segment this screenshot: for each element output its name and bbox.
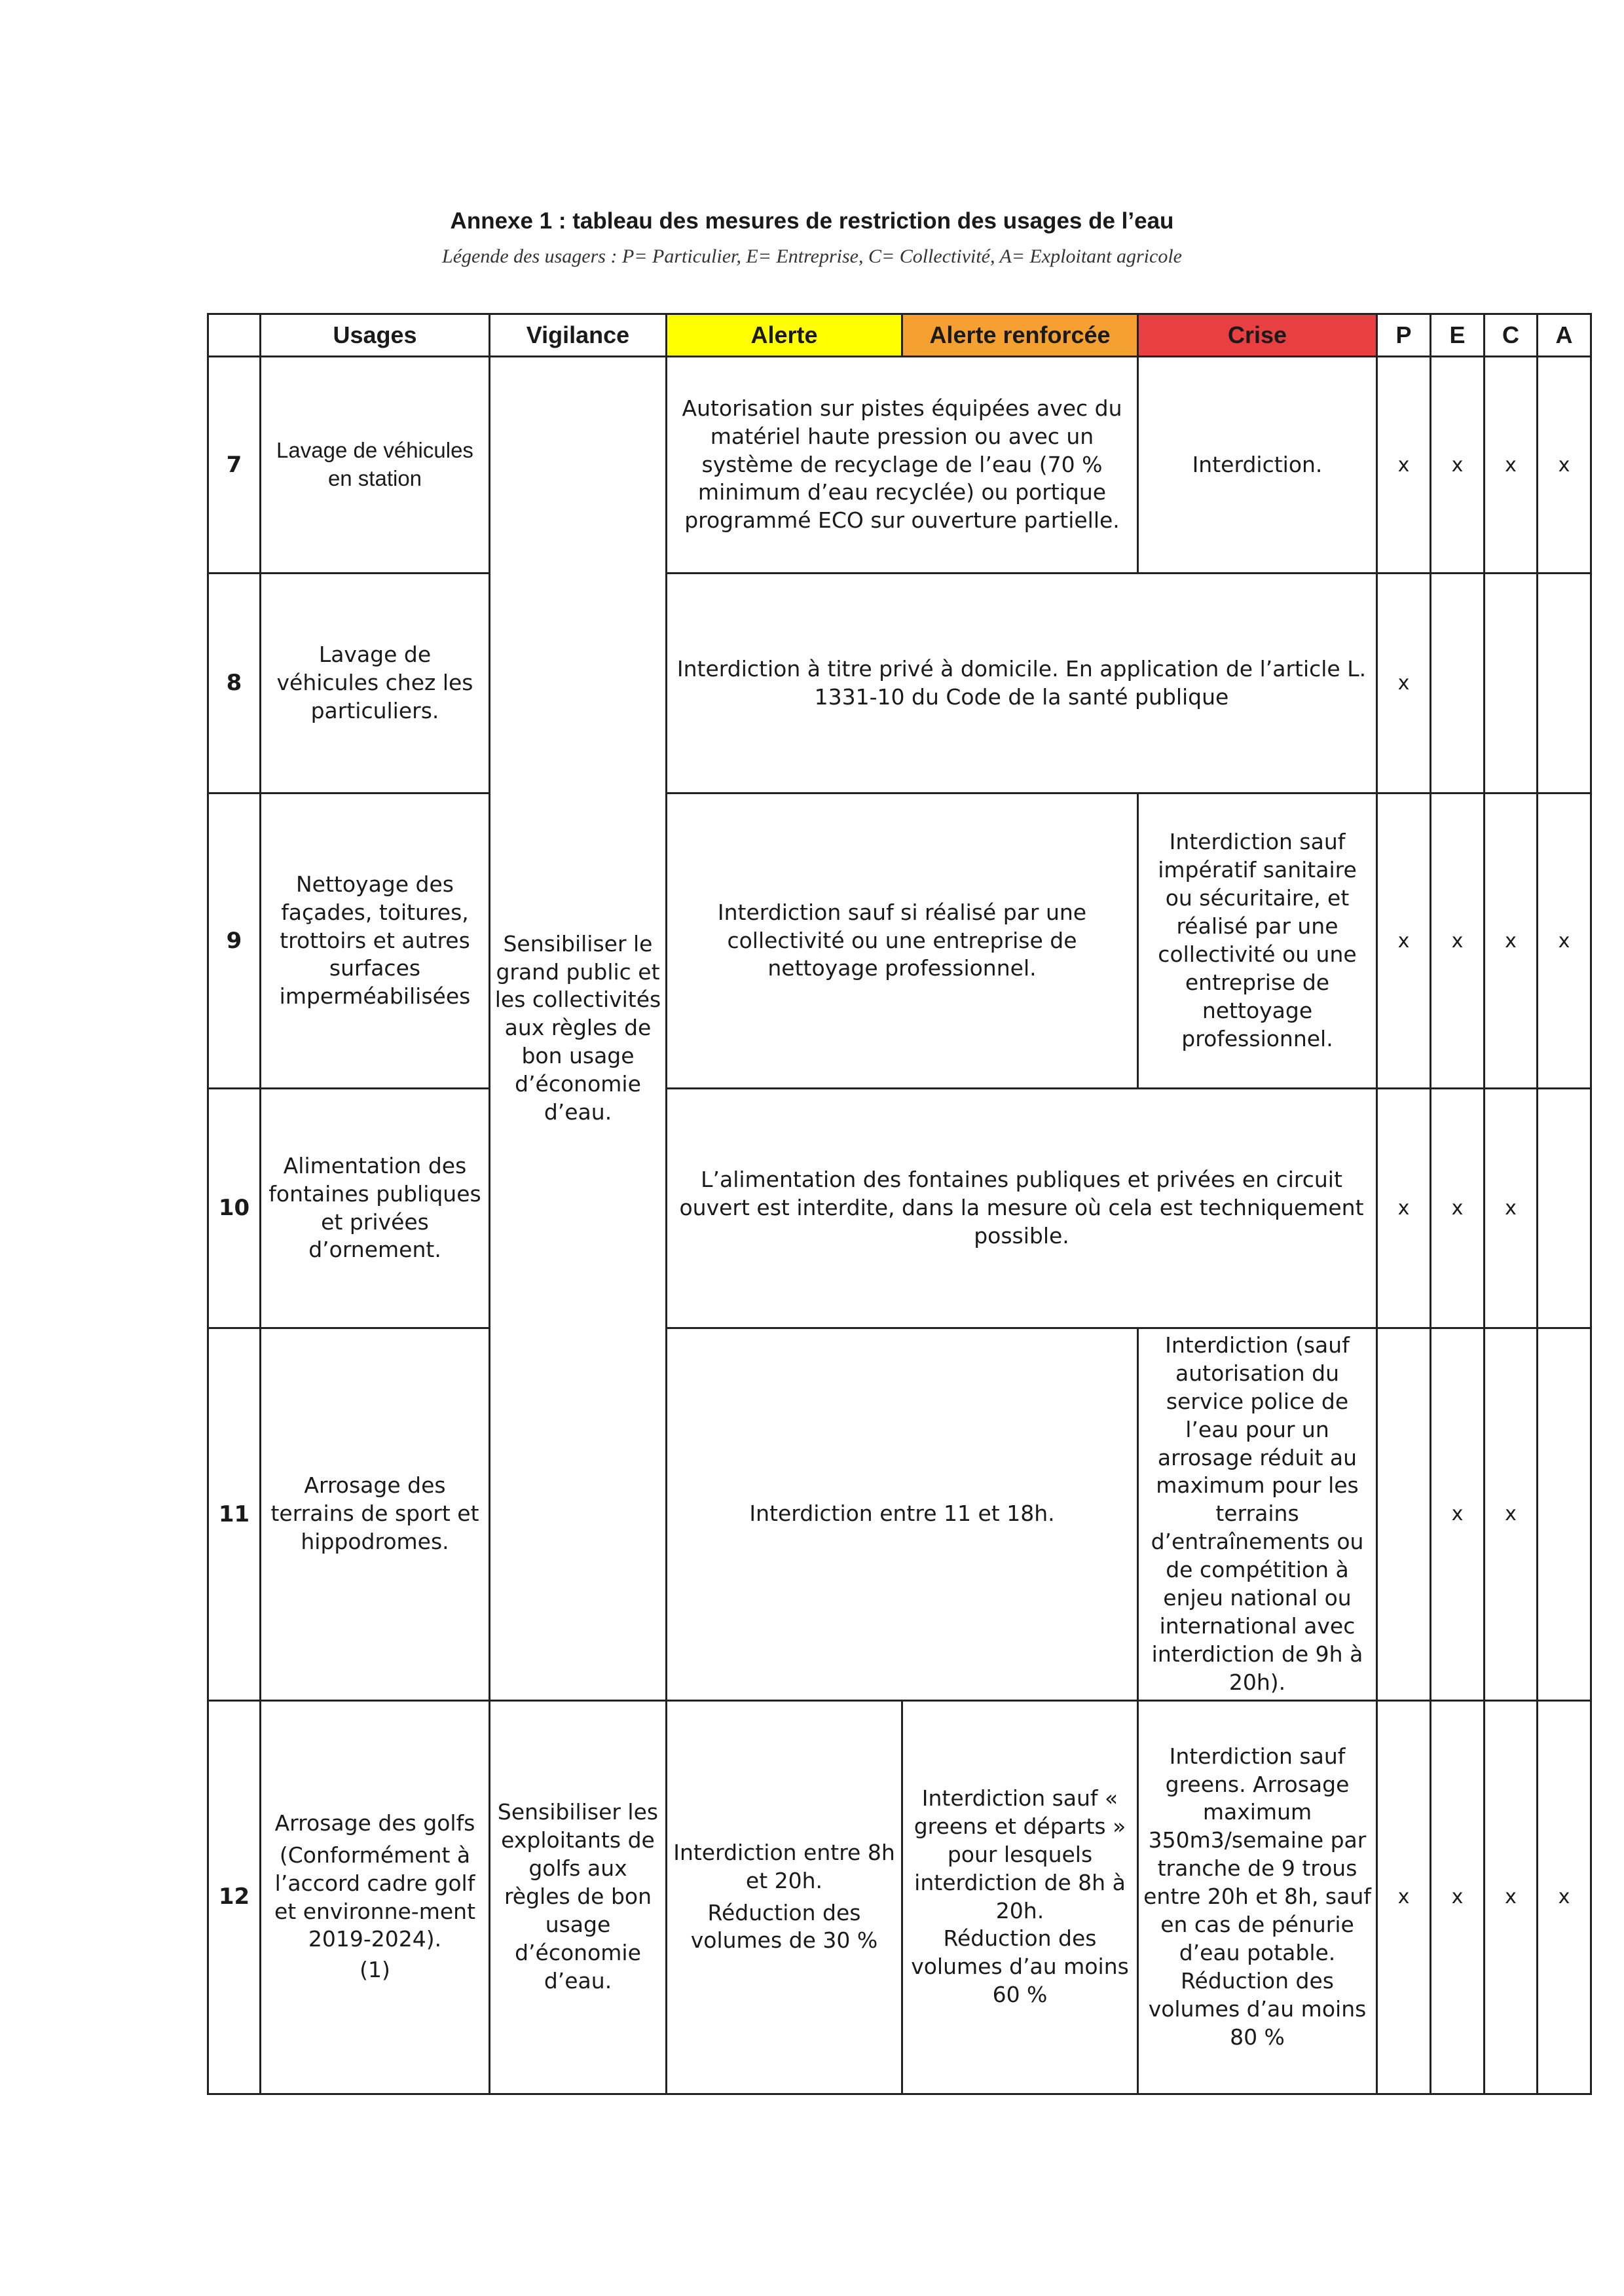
mark-c: x: [1485, 1089, 1538, 1328]
alerte-renforcee-measure: Autorisation sur pistes équipées avec du matériel haute pression ou avec un système de recyclage de l’eau (70 % minimum d’eau recyclée) ou portique programmé ECO sur ouverture partielle.: [667, 357, 1138, 574]
usage-footnote-ref: (1): [360, 1957, 390, 1983]
page-title: Annexe 1 : tableau des mesures de restriction des usages de l’eau: [450, 208, 1174, 234]
crise-measure: Interdiction sauf impératif sanitaire ou sécuritaire, et réalisé par une collectivité ou une entreprise de nettoyage professionnel.: [1138, 793, 1377, 1089]
mark-c: [1485, 574, 1538, 793]
alerte-renforcee-measure: Interdiction sauf si réalisé par une collectivité ou une entreprise de nettoyage professionnel.: [667, 793, 1138, 1089]
header-a: A: [1538, 314, 1591, 357]
vigilance-cell: Sensibiliser les exploitants de golfs aux règles de bon usage d’économie d’eau.: [490, 1700, 667, 2094]
table-row: [208, 1700, 1591, 2094]
mark-c: x: [1485, 1328, 1538, 1701]
alerte-reduction: Réduction des volumes de 30 %: [690, 1899, 878, 1954]
usage-note: (Conformément à l’accord cadre golf et environne-ment 2019-2024).: [274, 1842, 476, 1952]
usage-cell: [261, 1700, 490, 2094]
header-num: [208, 314, 261, 357]
table-row: [208, 574, 1591, 793]
mark-e: x: [1431, 357, 1485, 574]
header-alerte: Alerte: [667, 314, 902, 357]
row-number: 12: [208, 1700, 261, 2094]
restriction-table: [207, 313, 1592, 2095]
header-e: E: [1431, 314, 1485, 357]
vigilance-cell: Sensibiliser le grand public et les collectivités aux règles de bon usage d’économie d’eau.: [490, 357, 667, 1701]
alerte-renforcee-reduction: Réduction des volumes d’au moins 60 %: [911, 1925, 1129, 2008]
alerte-renforcee-measure: [902, 1700, 1138, 2094]
row-number: 8: [208, 574, 261, 793]
alerte-renforcee-text: Interdiction sauf « greens et départs » pour lesquels interdiction de 8h à 20h.: [913, 1785, 1126, 1923]
crise-measure: Interdiction.: [1138, 357, 1377, 574]
crise-measure: [1138, 1700, 1377, 2094]
header-alerte-renforcee: Alerte renforcée: [902, 314, 1138, 357]
header-usages: Usages: [261, 314, 490, 357]
measure-cell: Interdiction à titre privé à domicile. En application de l’article L. 1331-10 du Code de la santé publique: [667, 574, 1377, 793]
usage-cell: Nettoyage des façades, toitures, trottoirs et autres surfaces imperméabilisées: [261, 793, 490, 1089]
mark-e: x: [1431, 1328, 1485, 1701]
mark-a: [1538, 1089, 1591, 1328]
alerte-text: Interdiction entre 8h et 20h.: [673, 1839, 895, 1893]
usage-cell: Arrosage des terrains de sport et hippodromes.: [261, 1328, 490, 1701]
mark-c: x: [1485, 357, 1538, 574]
mark-a: [1538, 1328, 1591, 1701]
table-row: [208, 1328, 1591, 1701]
mark-e: x: [1431, 1089, 1485, 1328]
header-c: C: [1485, 314, 1538, 357]
mark-c: x: [1485, 793, 1538, 1089]
row-number: 9: [208, 793, 261, 1089]
crise-reduction: Réduction des volumes d’au moins 80 %: [1148, 1967, 1367, 2050]
mark-p: x: [1377, 1089, 1431, 1328]
mark-c: x: [1485, 1700, 1538, 2094]
usage-cell: Lavage de véhicules chez les particuliers.: [261, 574, 490, 793]
header-vigilance: Vigilance: [490, 314, 667, 357]
mark-a: [1538, 574, 1591, 793]
mark-e: [1431, 574, 1485, 793]
mark-a: x: [1538, 357, 1591, 574]
mark-e: x: [1431, 793, 1485, 1089]
row-number: 10: [208, 1089, 261, 1328]
header-crise: Crise: [1138, 314, 1377, 357]
usage-cell: Lavage de véhicules en station: [261, 357, 490, 574]
alerte-measure: [667, 1700, 902, 2094]
table-row: [208, 1089, 1591, 1328]
alerte-renforcee-measure: Interdiction entre 11 et 18h.: [667, 1328, 1138, 1701]
crise-measure: Interdiction (sauf autorisation du service police de l’eau pour un arrosage réduit au maximum pour les terrains d’entraînements ou de compétition à enjeu national ou international avec interdiction de 9h à 20h).: [1138, 1328, 1377, 1701]
table-row: [208, 357, 1591, 574]
row-number: 11: [208, 1328, 261, 1701]
mark-p: x: [1377, 793, 1431, 1089]
usage-cell: Alimentation des fontaines publiques et privées d’ornement.: [261, 1089, 490, 1328]
mark-e: x: [1431, 1700, 1485, 2094]
mark-p: x: [1377, 574, 1431, 793]
header-row: [208, 314, 1591, 357]
row-number: 7: [208, 357, 261, 574]
mark-p: x: [1377, 357, 1431, 574]
mark-p: [1377, 1328, 1431, 1701]
crise-text: Interdiction sauf greens. Arrosage maximum 350m3/semaine par tranche de 9 trous entre 20h et 8h, sauf en cas de pénurie d’eau potable.: [1143, 1743, 1371, 1965]
table-row: [208, 793, 1591, 1089]
measure-cell: L’alimentation des fontaines publiques et privées en circuit ouvert est interdite, dans la mesure où cela est techniquement possible.: [667, 1089, 1377, 1328]
users-legend: Légende des usagers : P= Particulier, E= Entreprise, C= Collectivité, A= Exploitant agricole: [442, 246, 1182, 267]
mark-p: x: [1377, 1700, 1431, 2094]
mark-a: x: [1538, 793, 1591, 1089]
usage-label: Arrosage des golfs: [274, 1810, 475, 1836]
header-p: P: [1377, 314, 1431, 357]
mark-a: x: [1538, 1700, 1591, 2094]
